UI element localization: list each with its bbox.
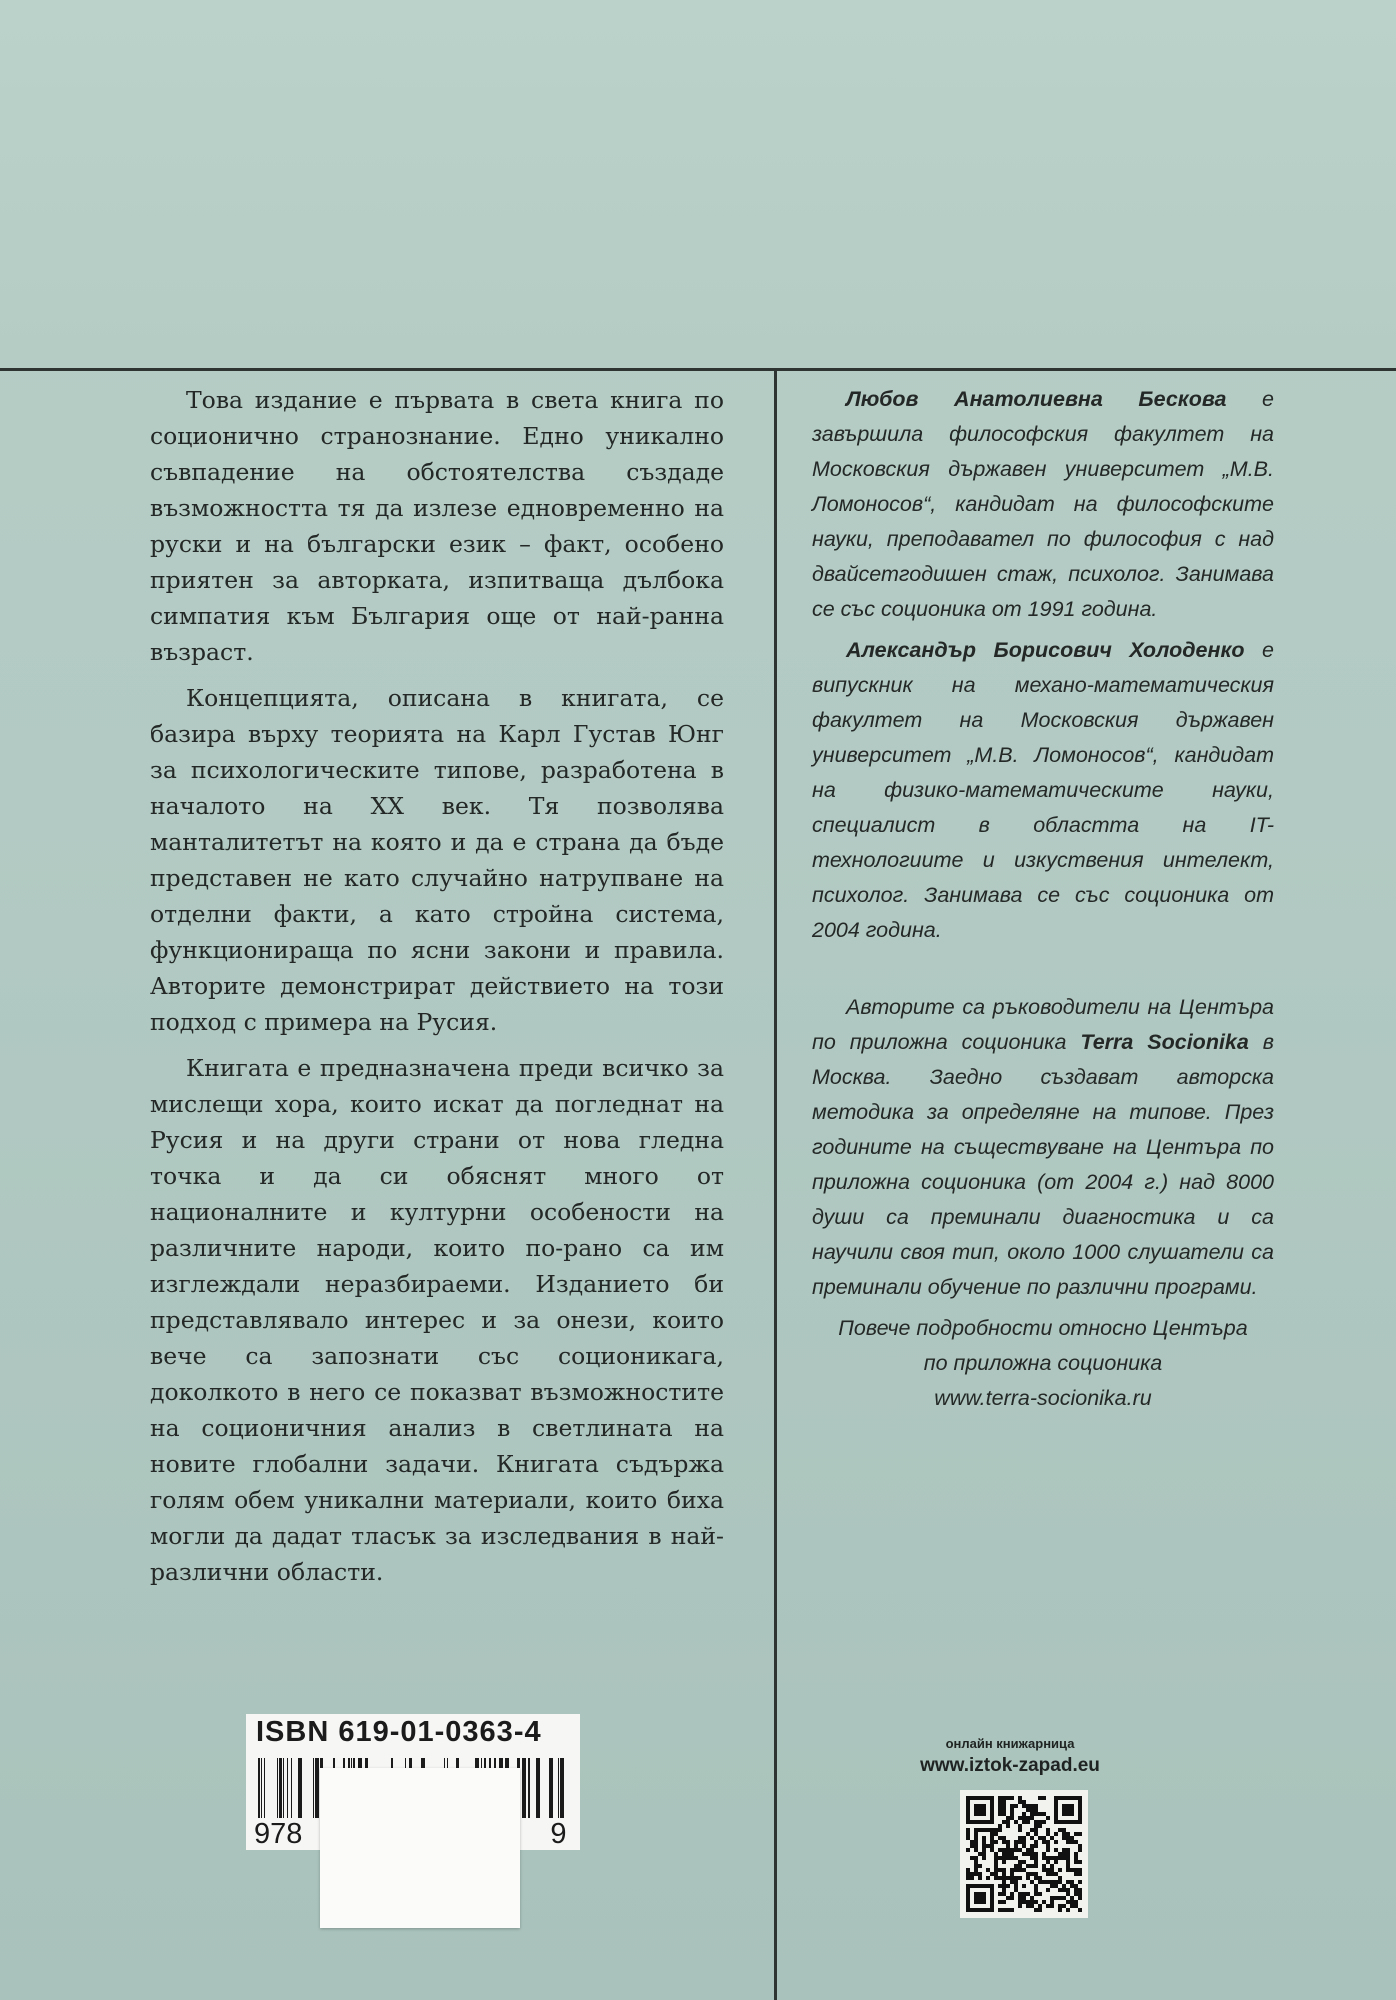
qr-code-graphic xyxy=(966,1796,1082,1912)
center-text-before: Авторите са ръководители на Центъра по приложна соционика xyxy=(812,995,1274,1054)
description-paragraph-2: Концепцията, описана в книгата, се базира върху теорията на Карл Густав Юнг за психологическите типове, разработена в началото на XX век. Тя позволява манталитетът на която и да е страна да бъде представен не като случайно натрупване на отделни факти, а като стройна система, функционираща по ясни закони и правила. Авторите демонстрират действието на този подход с примера на Русия. xyxy=(150,684,724,1036)
description-paragraph-3: Книгата е предназначена преди всичко за мислещи хора, които искат да погледнат на Русия и на други страни от нова гледна точка и да си обяснят много от националните и културни особености на различните народи, които по-рано са им изглеждали неразбираеми. Изданието би представлявало интерес и за онези, които вече са запознати със соционикага, доколкото в него се показват възможностите на соционичния анализ в светлината на новите глобални задачи. Книгата съдържа голям обем уникални материали, които биха могли да дадат тласък за изследвания в най-различни области. xyxy=(150,1054,724,1586)
barcode-digits-right: 9 xyxy=(550,1818,567,1850)
center-text-after: в Москва. Заедно създават авторска методика за определяне на типове. През годините на съществуване на Центъра по приложна соционика (от 2004 г.) над 8000 души са преминали диагностика и са научили своя тип, около 1000 слушатели са преминали обучение по различни програми. xyxy=(812,1030,1275,1299)
spacer xyxy=(812,954,1274,990)
top-blank-band xyxy=(0,0,1396,368)
author-1-bio-paragraph xyxy=(812,382,1274,627)
center-brand: Terra Socionika xyxy=(1080,1030,1249,1054)
shop-url: www.iztok-zapad.eu xyxy=(920,1755,1100,1776)
author-1-name: Любов Анатолиевна Бескова xyxy=(846,387,1227,411)
vertical-rule xyxy=(774,368,777,2000)
barcode-digits-left: 978 xyxy=(254,1818,303,1850)
author-2-name: Александър Борисович Холоденко xyxy=(846,638,1245,662)
center-paragraph xyxy=(812,990,1274,1305)
qr-code-icon xyxy=(960,1790,1088,1918)
more-info-line-1: Повече подробности относно Центъра xyxy=(838,1316,1248,1340)
online-shop-info xyxy=(920,1736,1100,1777)
authors-column xyxy=(812,382,1274,1416)
horizontal-rule xyxy=(0,368,1396,371)
description-column xyxy=(150,382,724,1600)
shop-label: онлайн книжарница xyxy=(945,1736,1075,1751)
author-2-bio: е випускник на механо-математическия факултет на Московския държавен университет „М.В. Ломоносов“, кандидат на физико-математическите науки, специалист в областта на IT-технологиите и изкуствения интелект, психолог. Занимава се със соционика от 2004 година. xyxy=(812,638,1274,942)
more-info-url: www.terra-socionika.ru xyxy=(934,1386,1152,1410)
price-sticker xyxy=(320,1768,520,1928)
more-info-line-2: по приложна соционика xyxy=(923,1351,1163,1375)
author-1-bio: е завършила философския факултет на Московския държавен университет „М.В. Ломоносов“, кандидат на философските науки, преподавател по философия с над двайсетгодишен стаж, психолог. Занимава се със соционика от 1991 година. xyxy=(812,387,1274,621)
isbn-number: ISBN 619-01-0363-4 xyxy=(256,1716,542,1748)
author-2-bio-paragraph xyxy=(812,633,1274,948)
description-paragraph-1: Това издание е първата в света книга по соционично странознание. Едно уникално съвпадение на обстоятелства създаде възможността тя да излезе едновременно на руски и на български език – факт, особено приятен за авторката, изпитваща дълбока симпатия към България още от най-ранна възраст. xyxy=(150,386,724,666)
